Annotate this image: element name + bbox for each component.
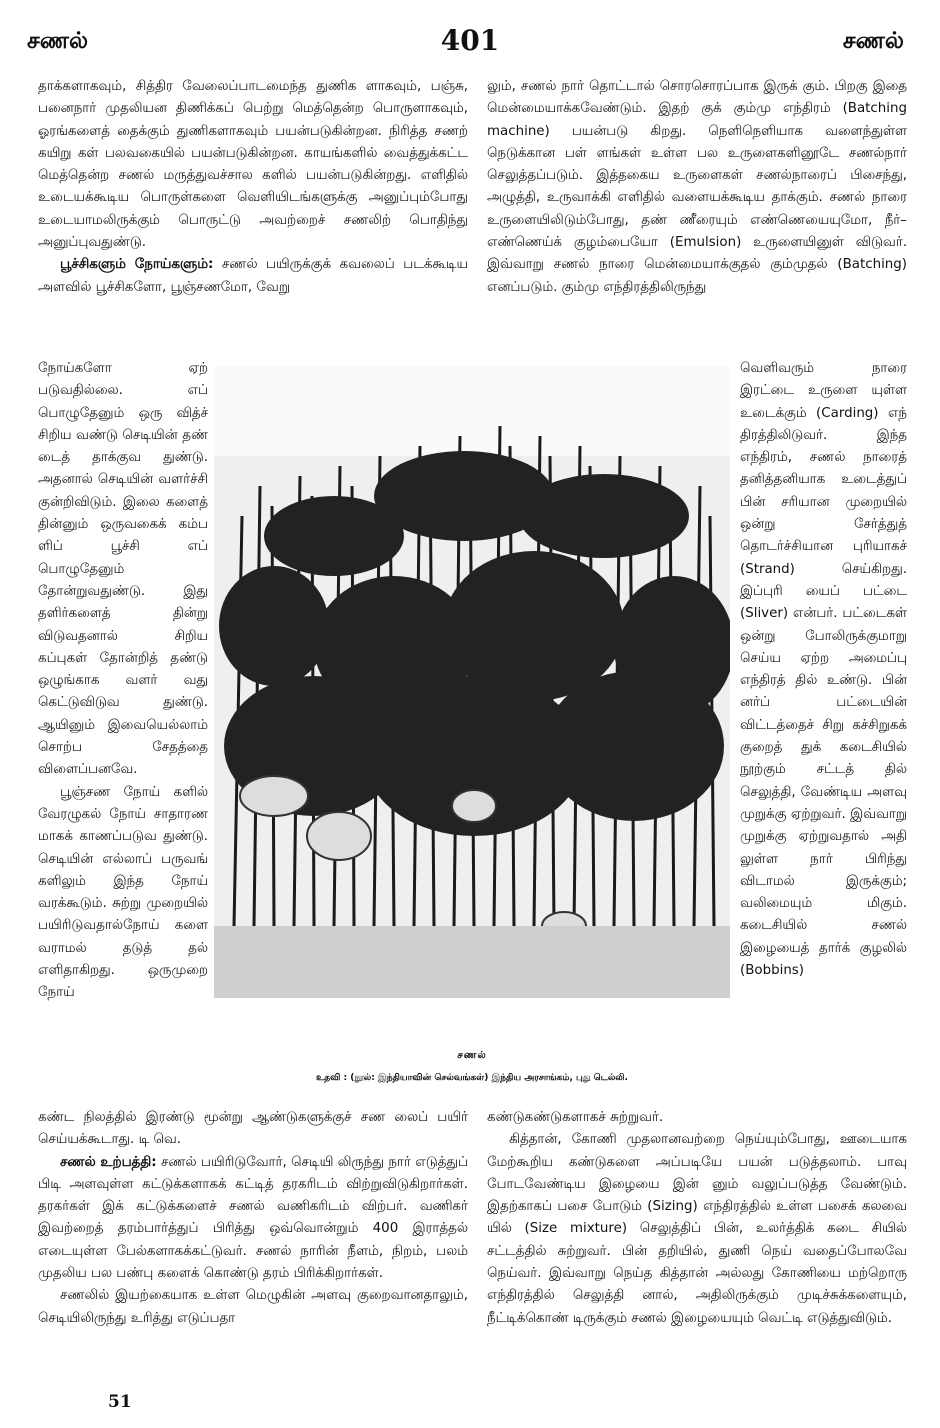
paragraph: சணலில் இயற்கையாக உள்ள மெழுகின் அளவு குறைவானதாலும், செடியிலிருந்து உரித்து எடுப்பதா	[38, 1288, 468, 1326]
page-number: 401	[440, 24, 500, 57]
paragraph: வெளிவரும் நாரை இரட்டை உருளை யுள்ள உடைக்கும் (Carding) எந் திரத்திலிடுவர். இந்த எந்திரம், சணல் நாரைத் தனித்தனியாக உடைத்துப் பின் சரியான முறையில் ஒன்று சேர்த்துத் தொடர்ச்சியான புரியாகச் (Strand) செய்கிறது. இப்புரி யைப் பட்டை (Sliver) என்பர். பட்டைகள் ஒன்று போலிருக்குமாறு செய்ய ஏற்ற அமைப்பு எந்திரத் தில் உண்டு. பின் னர்ப் பட்டையின் விட்டத்தைச் சிறு கச்சிறுகக் குறைத் துக் கடைசியில் நூற்கும் சட்டத் தில் செலுத்தி, வேண்டிய அளவு முறுக்கு ஏற்றுவர். இவ்வாறு முறுக்கு ஏற்றுவதால் அதி லுள்ள நார் பிரிந்து விடாமல் இருக்கும்; வலிமையும் மிகும். கடைசியில் சணல் இழையைத் தார்க் குழலில் (Bobbins)	[740, 361, 907, 979]
paragraph	[38, 1152, 468, 1286]
paragraph: தாக்களாகவும், சித்திர வேலைப்பாடமைந்த துணிக ளாகவும், பஞ்சு, பனைநார் முதலியன திணிக்கப் பெற்று மெத்தென்ற பொருளாகவும், ஓரங்களைத் தைக்கும் துணிகளாகவும் பயன்படுகின்றன. நிரித்த சணற் கயிறு கள் பலவகையில் பயன்படுகின்றன. காயங்களில் வைத்துக்கட்ட மெத்தென்ற சணல் மருத்துவச்சால களில் பயன்படுகின்றது. எளிதில் உடையக்கூடிய பொருள்களை வெளியிடங்களுக்கு அனுப்பும்போது உடையாமலிருக்கும் பொருட்டு அவற்றைச் சணலிற் பொதிந்து அனுப்புவதுண்டு.	[38, 79, 468, 251]
right-narrow-column	[740, 358, 907, 982]
section-heading-pests: பூச்சிகளும் நோய்களும்:	[60, 257, 214, 273]
figure-caption-title: சணல்	[457, 1050, 487, 1061]
paragraph: லும், சணல் நார் தொட்டால் சொரசொரப்பாக இருக் கும். பிறகு இதை மென்மையாக்கவேண்டும். இதற் குக் கும்மு எந்திரம் (Batching machine) பயன்படு கிறது. நெளிநெளியாக வளைந்துள்ள நெடுக்கான பள் ளங்கள் உள்ள பல உருளைகளினூடே சணல்நார் செலுத்தப்படும். இத்தகைய உருளைகள் சணல்நாரைப் பிசைந்து, அழுத்தி, உருவாக்கி எளிதில் வளையக்கூடிய தாக்கும். சணல் நாரை உருளையிலிடும்போது, தண் ணீரையும் எண்ணெயையுமோ, நீர்–எண்ணெய்க் குழம்பையோ (Emulsion) உருளையினுள் விடுவர். இவ்வாறு சணல் நாரை மென்மையாக்குதல் கும்முதல் (Batching) எனப்படும். கும்மு எந்திரத்திலிருந்து	[487, 79, 907, 295]
paragraph-text: கண்ட நிலத்தில் இரண்டு மூன்று ஆண்டுகளுக்குச் சண லைப் பயிர் செய்யக்கூடாது.	[38, 1110, 468, 1148]
jute-field-illustration	[214, 366, 730, 998]
running-head-right: சணல்	[842, 28, 904, 54]
paragraph-text: சணல் பயிருக்குக் கவலைப் படக்கூடிய அளவில் பூச்சிகளோ, பூஞ்சணமோ, வேறு	[38, 257, 468, 295]
jute-foliage	[219, 451, 730, 836]
folio-signature: 51	[108, 1392, 132, 1412]
paragraph: கண்டுகண்டுகளாகச் சுற்றுவர்.	[487, 1110, 664, 1125]
jute-field-photograph	[214, 366, 730, 998]
paragraph: கித்தான், கோணி முதலானவற்றை நெய்யும்போது, ஊடையாக மேற்கூறிய கண்டுகளை அப்படியே பயன் படுத்தலாம். பாவு போடவேண்டிய இழையை இன் னும் வலுப்படுத்த வேண்டும். இதற்காகப் பசை போடும் (Sizing) எந்திரத்தில் உள்ள பசைக் கலவை யில் (Size mixture) செலுத்திப் பின், உலர்த்திக் கடை சியில் சட்டத்தில் சுற்றுவர். பின் தறியில், துணி நெய் வதைப்போலவே நெய்வர். இவ்வாறு நெய்த கித்தான் அல்லது கோணியை மற்றொரு எந்திரத்தில் செலுத்தி னால், அதிலிருக்கும் முடிச்சுக்களையும், நீட்டிக்கொண் டிருக்கும் சணல் இழையையும் வெட்டி எடுத்துவிடும்.	[487, 1132, 907, 1326]
left-column-top	[38, 76, 468, 299]
right-column-bottom	[487, 1107, 907, 1330]
section-heading-production: சணல் உற்பத்தி:	[60, 1154, 157, 1170]
left-narrow-column	[38, 358, 208, 1005]
right-column-top	[487, 76, 907, 299]
author-initials: டி வெ.	[138, 1132, 182, 1148]
paragraph	[38, 1107, 468, 1152]
paragraph: நோய்களோ ஏற் படுவதில்லை. எப் பொழுதேனும் ஒரு வித்ச் சிறிய வண்டு செடியின் தண் டைத் தாக்குவ துண்டு. அதனால் செடியின் வளர்ச்சி குன்றிவிடும். இலை களைத் தின்னும் ஒருவகைக் கம்ப ளிப் பூச்சி எப் பொழுதேனும் தோன்றுவதுண்டு. இது தளிர்களைத் தின்று விடுவதனால் சிறிய கப்புகள் தோன்றித் தண்டு ஒழுங்காக வளர் வது கெட்டுவிடுவ துண்டு. ஆயினும் இவையெல்லாம் சொற்ப சேதத்தை விளைப்பனவே.	[38, 361, 208, 778]
paragraph: பூஞ்சண நோய் களில் வேரழுகல் நோய் சாதாரண மாகக் காணப்படுவ துண்டு. செடியின் எல்லாப் பருவங் களிலும் இந்த நோய் வரக்கூடும். சுற்று முறையில் பயிரிடுவதால்நோய் களை வராமல் தடுத் தல் எளிதாகிறது. ஒருமுறை நோய்	[38, 784, 208, 1001]
paragraph-text: சணல் பயிரிடுவோர், செடியி லிருந்து நார் எடுத்துப் பிடி அளவுள்ள கட்டுக்களாகக் கட்டித் தரகரிடம் விற்றுவிடுகிறார்கள். தரகர்கள் இக் கட்டுக்களைச் சணல் வணிகரிடம் விற்பர். வணிகர் இவற்றைத் தரம்பார்த்துப் பிரித்து ஒவ்வொன்றும் 400 இராத்தல் எடையுள்ள பேல்களாகக்கட்டுவர். சணல் நாரின் நீளம், நிறம், பலம் முதலிய பல பண்பு களைக் கொண்டு தரம் பிரிக்கிறார்கள்.	[38, 1154, 468, 1282]
figure-caption-credit: உதவி : (நூல்: இந்தியாவின் செல்வங்கள்) இந்திய அரசாங்கம், புது டெல்லி.	[316, 1073, 628, 1083]
paragraph	[38, 254, 468, 299]
running-head-left: சணல்	[27, 28, 89, 54]
left-column-bottom	[38, 1107, 468, 1330]
